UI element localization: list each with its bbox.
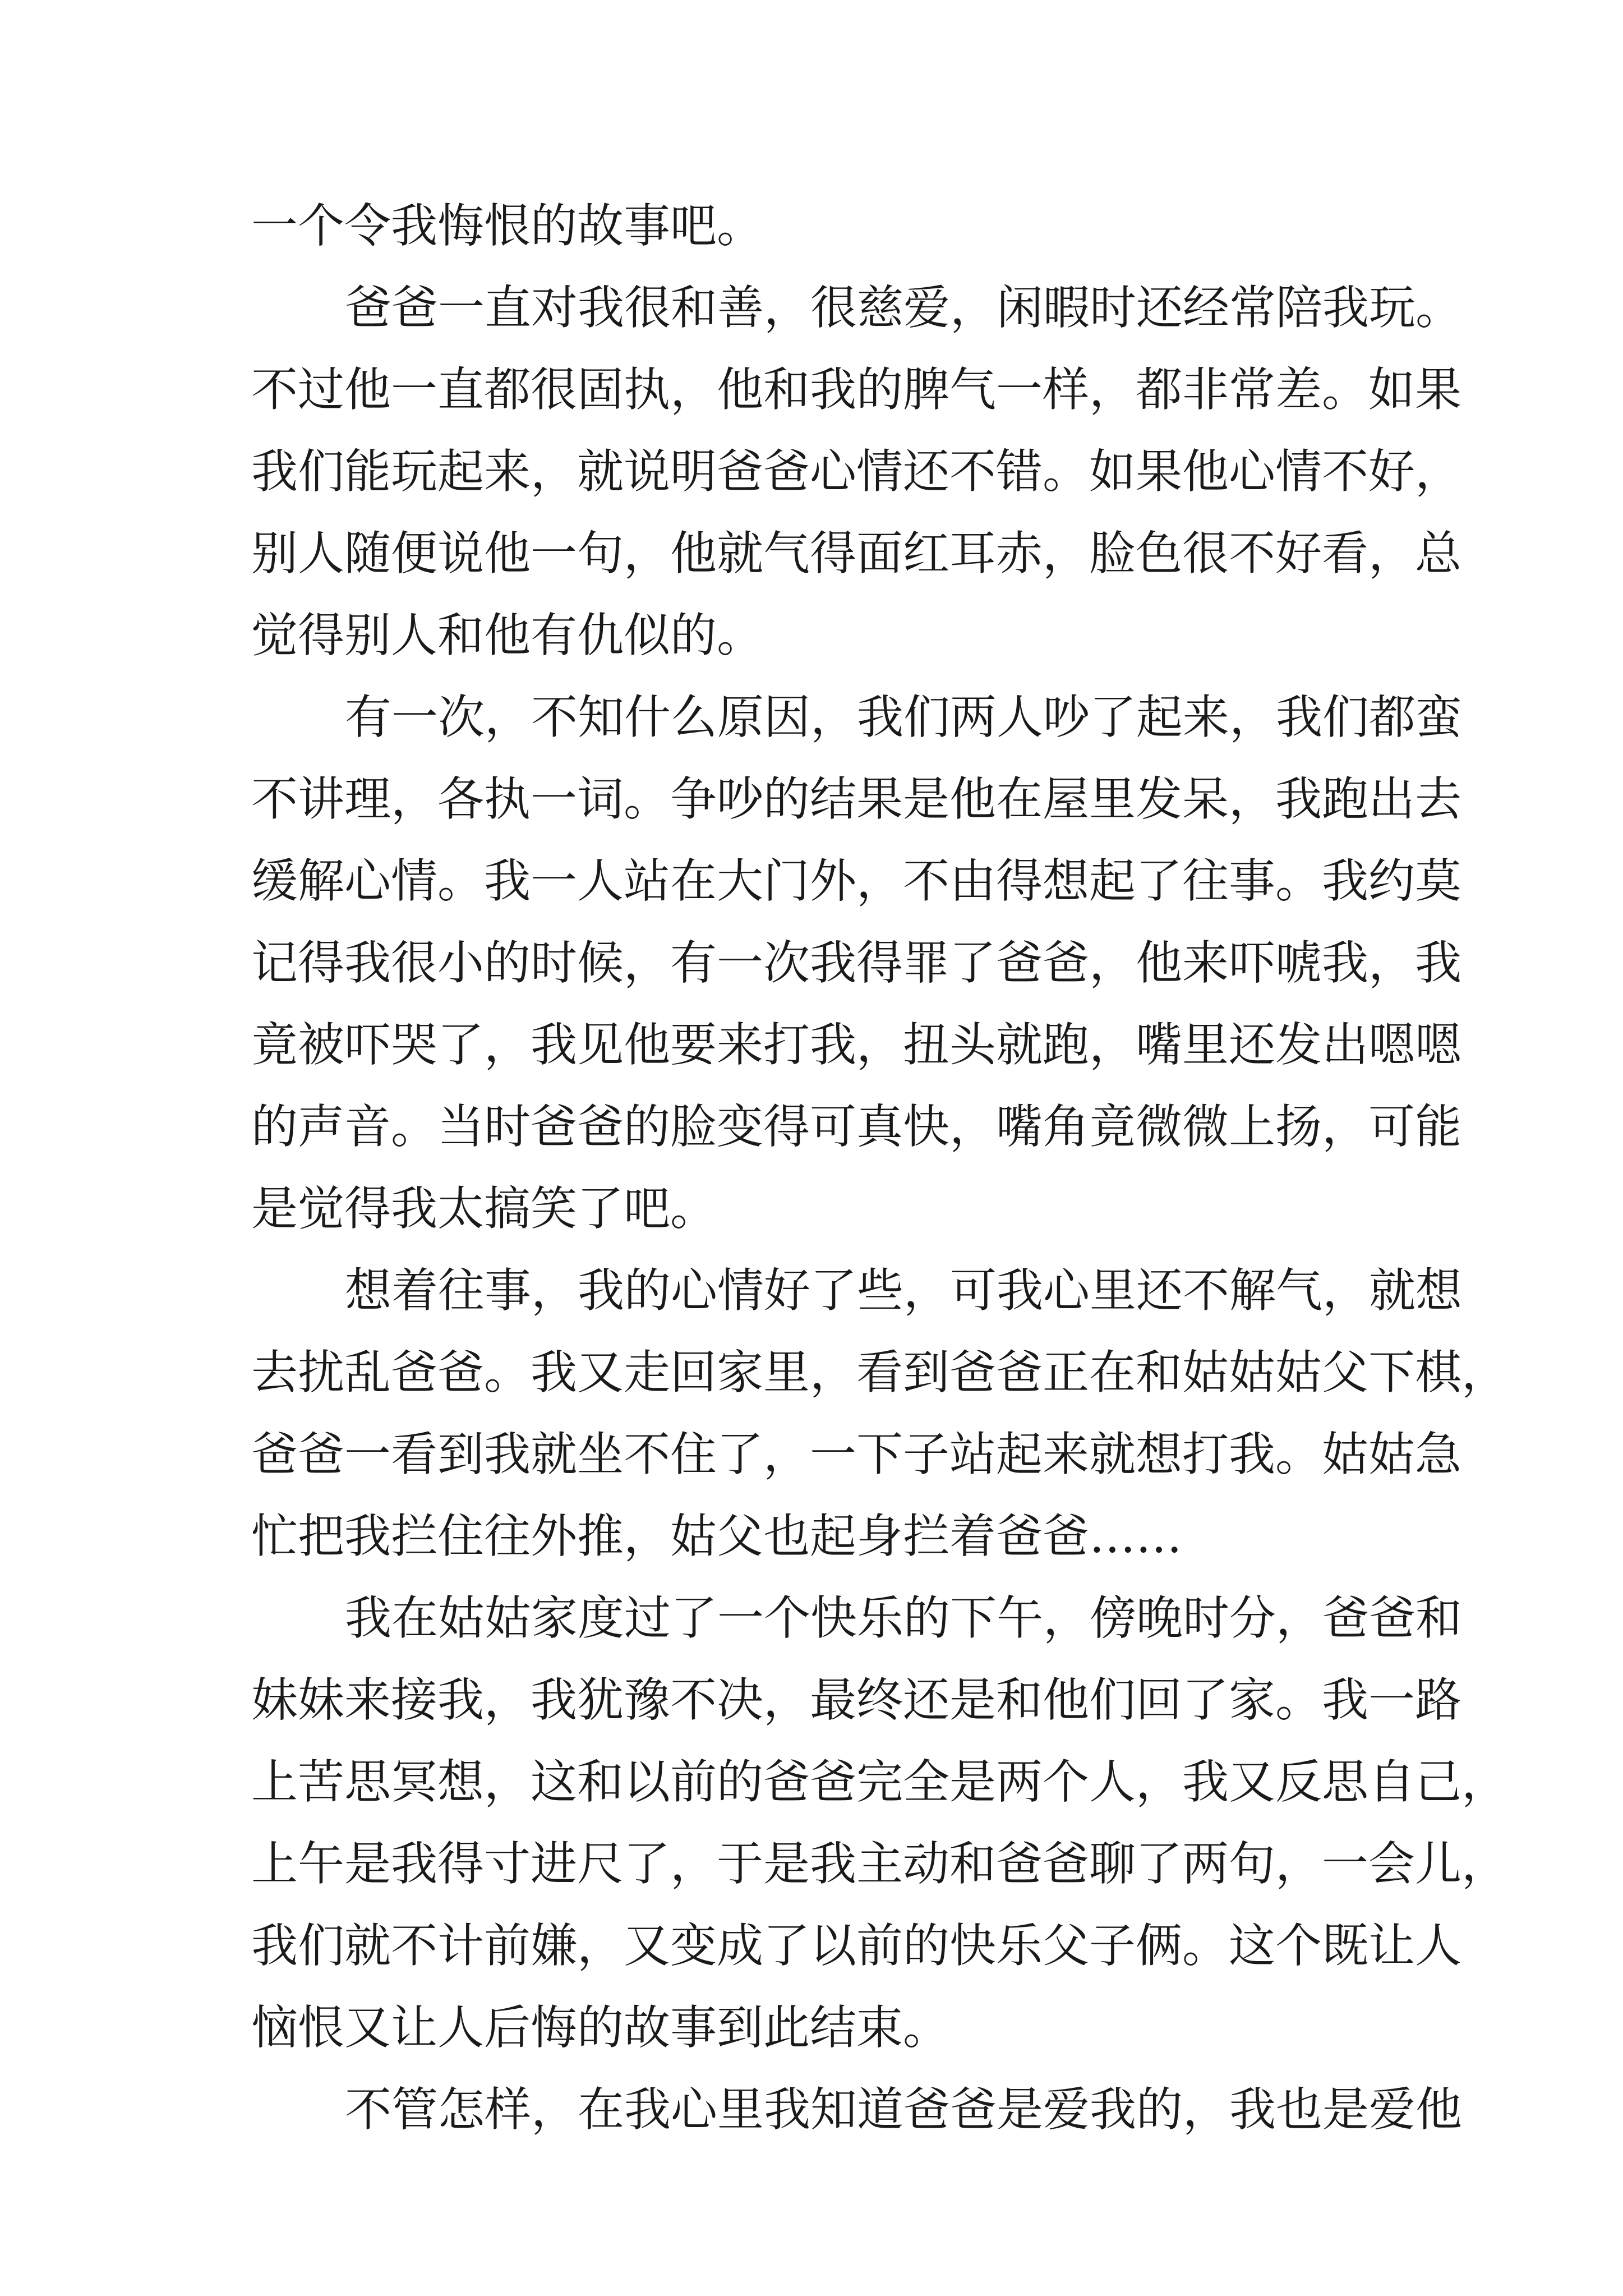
- text-line: 不讲理，各执一词。争吵的结果是他在屋里发呆，我跑出去: [251, 772, 1461, 826]
- text-line: 上苦思冥想，这和以前的爸爸完全是两个人，我又反思自己，: [251, 1755, 1508, 1809]
- text-line: 我们就不计前嫌，又变成了以前的快乐父子俩。这个既让人: [251, 1918, 1461, 1973]
- text-line: 去扰乱爸爸。我又走回家里，看到爸爸正在和姑姑姑父下棋，: [251, 1345, 1508, 1400]
- text-line: 是觉得我太搞笑了吧。: [251, 1181, 717, 1236]
- text-line: 别人随便说他一句，他就气得面红耳赤，脸色很不好看，总: [251, 526, 1461, 581]
- text-line: 的声音。当时爸爸的脸变得可真快，嘴角竟微微上扬，可能: [251, 1099, 1461, 1154]
- text-line: 上午是我得寸进尺了，于是我主动和爸爸聊了两句，一会儿，: [251, 1837, 1508, 1891]
- text-line: 恼恨又让人后悔的故事到此结束。: [251, 2000, 949, 2055]
- text-line: 爸爸一看到我就坐不住了，一下子站起来就想打我。姑姑急: [251, 1427, 1461, 1481]
- text-line: 记得我很小的时候，有一次我得罪了爸爸，他来吓唬我，我: [251, 936, 1461, 990]
- document-body: [251, 185, 1508, 2151]
- paragraph: [251, 1250, 1508, 1577]
- text-line: 觉得别人和他有仇似的。: [251, 608, 763, 662]
- text-line: 有一次，不知什么原因，我们两人吵了起来，我们都蛮: [345, 690, 1462, 744]
- text-line: 忙把我拦住往外推，姑父也起身拦着爸爸……: [251, 1509, 1182, 1563]
- text-line: 我们能玩起来，就说明爸爸心情还不错。如果他心情不好，: [251, 444, 1461, 499]
- paragraph: [251, 267, 1462, 677]
- paragraph: [251, 1577, 1508, 2069]
- paragraph: [251, 185, 1407, 267]
- paragraph: [251, 677, 1462, 1250]
- paragraph: [251, 2069, 1462, 2151]
- text-line: 一个令我悔恨的故事吧。: [251, 199, 763, 253]
- text-line: 不管怎样，在我心里我知道爸爸是爱我的，我也是爱他: [345, 2082, 1462, 2137]
- text-line: 想着往事，我的心情好了些，可我心里还不解气，就想: [345, 1263, 1462, 1318]
- text-line: 爸爸一直对我很和善，很慈爱，闲暇时还经常陪我玩。: [345, 280, 1462, 335]
- text-line: 缓解心情。我一人站在大门外，不由得想起了往事。我约莫: [251, 854, 1461, 908]
- text-line: 我在姑姑家度过了一个快乐的下午，傍晚时分，爸爸和: [345, 1591, 1462, 1645]
- text-line: 不过他一直都很固执，他和我的脾气一样，都非常差。如果: [251, 362, 1461, 417]
- text-line: 竟被吓哭了，我见他要来打我，扭头就跑，嘴里还发出嗯嗯: [251, 1018, 1461, 1072]
- text-line: 妹妹来接我，我犹豫不决，最终还是和他们回了家。我一路: [251, 1673, 1461, 1727]
